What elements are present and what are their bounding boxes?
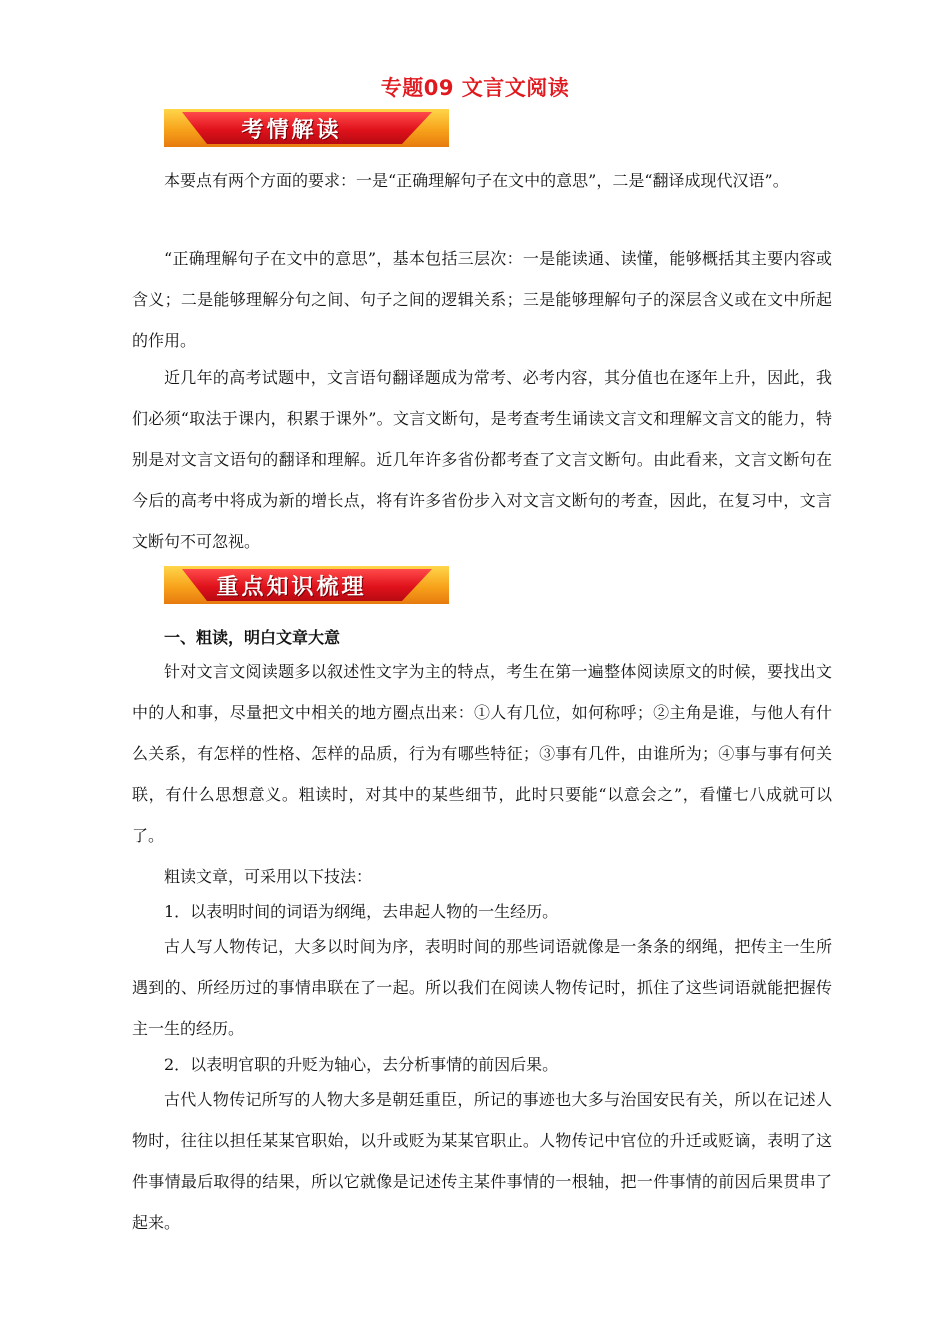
list-item-2: 2．以表明官职的升贬为轴心，去分析事情的前因后果。 bbox=[164, 1055, 559, 1074]
section-paragraph-3: 古人写人物传记，大多以时间为序，表明时间的那些词语就像是一条条的纲绳，把传主一生所遇到的、所经历过的事情串联在了一起。所以我们在阅读人物传记时，抓住了这些词语就能把握传主一生的经历。 bbox=[132, 937, 832, 1038]
banner-label: 考情解读 bbox=[241, 117, 342, 143]
section-paragraph-1: 针对文言文阅读题多以叙述性文字为主的特点，考生在第一遍整体阅读原文的时候，要找出文中的人和事，尽量把文中相关的地方圈点出来：①人有几位，如何称呼；②主角是谁，与他人有什么关系，有怎样的性格、怎样的品质，行为有哪些特征；③事有几件，由谁所为；④事与事有何关联，有什么思想意义。粗读时，对其中的某些细节，此时只要能“以意会之”，看懂七八成就可以了。 bbox=[132, 662, 832, 845]
section-paragraph-4: 古代人物传记所写的人物大多是朝廷重臣，所记的事迹也大多与治国安民有关，所以在记述人物时，往往以担任某某官职始，以升或贬为某某官职止。人物传记中官位的升迁或贬谪，表明了这件事情最后取得的结果，所以它就像是记述传主某件事情的一根轴，把一件事情的前因后果贯串了起来。 bbox=[132, 1090, 832, 1232]
list-item-1: 1．以表明时间的词语为纲绳，去串起人物的一生经历。 bbox=[164, 902, 559, 921]
section-heading: 一、粗读，明白文章大意 bbox=[164, 628, 341, 647]
section-paragraph-2: 粗读文章，可采用以下技法： bbox=[164, 867, 373, 886]
section-banner-key-knowledge bbox=[164, 566, 449, 604]
section-banner-exam-analysis bbox=[164, 109, 449, 147]
intro-paragraph-1: 本要点有两个方面的要求：一是“正确理解句子在文中的意思”，二是“翻译成现代汉语”。 bbox=[164, 171, 789, 190]
page-title: 专题09 文言文阅读 bbox=[380, 76, 570, 100]
banner-label: 重点知识梳理 bbox=[216, 574, 367, 600]
intro-paragraph-3: 近几年的高考试题中，文言语句翻译题成为常考、必考内容，其分值也在逐年上升，因此，我们必须“取法于课内，积累于课外”。文言文断句，是考查考生诵读文言文和理解文言文的能力，特别是对文言文语句的翻译和理解。近几年许多省份都考查了文言文断句。由此看来，文言文断句在今后的高考中将成为新的增长点，将有许多省份步入对文言文断句的考查，因此，在复习中，文言文断句不可忽视。 bbox=[132, 368, 832, 551]
intro-paragraph-2: “正确理解句子在文中的意思”，基本包括三层次：一是能读通、读懂，能够概括其主要内容或含义；二是能够理解分句之间、句子之间的逻辑关系；三是能够理解句子的深层含义或在文中所起的作用。 bbox=[132, 249, 832, 350]
